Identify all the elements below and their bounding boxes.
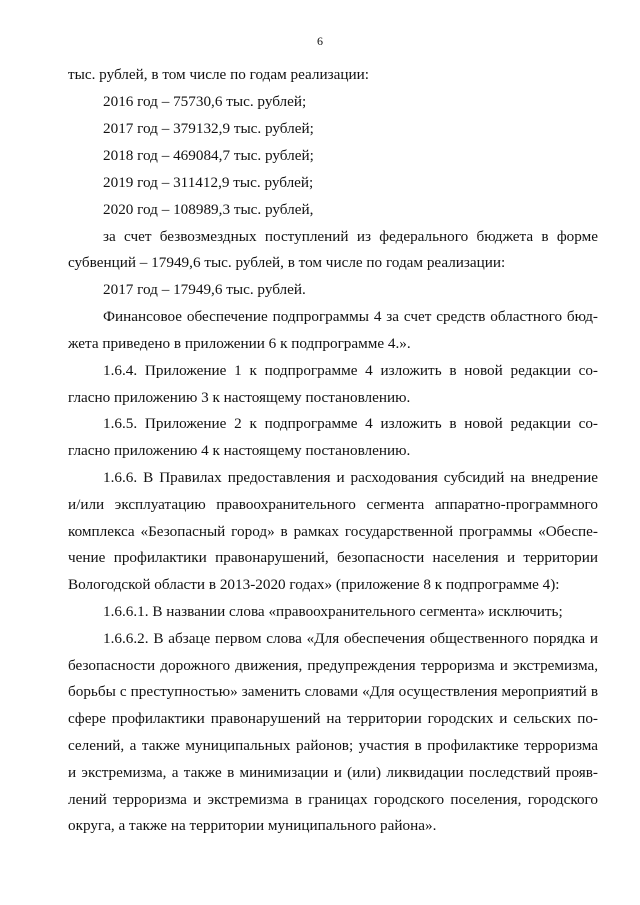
text-line: гласно приложению 4 к настоящему постановлению. xyxy=(68,442,411,459)
text-line: чение профилактики правонарушений, безопасности населения и территории xyxy=(68,549,598,566)
text-line: 2019 год – 311412,9 тыс. рублей; xyxy=(103,174,314,191)
text-line: Финансовое обеспечение подпрограммы 4 за счет средств областного бюд- xyxy=(103,308,598,325)
text-line: 1.6.5. Приложение 2 к подпрограмме 4 изложить в новой редакции со- xyxy=(103,415,598,432)
text-line: за счет безвозмездных поступлений из федерального бюджета в форме xyxy=(103,228,598,245)
text-line: гласно приложению 3 к настоящему постановлению. xyxy=(68,389,411,406)
text-line: тыс. рублей, в том числе по годам реализации: xyxy=(68,66,369,83)
text-line: безопасности дорожного движения, предупреждения терроризма и экстремизма, xyxy=(68,657,598,674)
text-line: комплекса «Безопасный город» в рамках государственной программы «Обеспе- xyxy=(68,523,598,540)
text-line: и/или эксплуатацию правоохранительного сегмента аппаратно-программного xyxy=(68,496,598,513)
text-line: 2016 год – 75730,6 тыс. рублей; xyxy=(103,93,307,110)
text-line: субвенций – 17949,6 тыс. рублей, в том числе по годам реализации: xyxy=(68,254,506,271)
text-line: 2020 год – 108989,3 тыс. рублей, xyxy=(103,201,314,218)
text-line: жета приведено в приложении 6 к подпрограмме 4.». xyxy=(68,335,411,352)
text-line: борьбы с преступностью» заменить словами «Для осуществления мероприятий в xyxy=(68,683,598,700)
text-line: лений терроризма и экстремизма в границах городского поселения, городского xyxy=(68,791,598,808)
text-line: 2017 год – 379132,9 тыс. рублей; xyxy=(103,120,314,137)
text-line: Вологодской области в 2013-2020 годах» (приложение 8 к подпрограмме 4): xyxy=(68,576,560,593)
text-line: 2017 год – 17949,6 тыс. рублей. xyxy=(103,281,306,298)
text-line: 2018 год – 469084,7 тыс. рублей; xyxy=(103,147,314,164)
page-number: 6 xyxy=(317,34,323,48)
text-line: сфере профилактики правонарушений на территории городских и сельских по- xyxy=(68,710,598,727)
text-line: и экстремизма, а также в минимизации и (или) ликвидации последствий прояв- xyxy=(68,764,598,781)
text-line: 1.6.6. В Правилах предоставления и расходования субсидий на внедрение xyxy=(103,469,598,486)
text-line: 1.6.6.2. В абзаце первом слова «Для обеспечения общественного порядка и xyxy=(103,630,598,647)
text-line: 1.6.4. Приложение 1 к подпрограмме 4 изложить в новой редакции со- xyxy=(103,362,598,379)
text-line: округа, а также на территории муниципального района». xyxy=(68,817,437,834)
text-line: 1.6.6.1. В названии слова «правоохранительного сегмента» исключить; xyxy=(103,603,563,620)
text-line: селений, а также муниципальных районов; участия в профилактике терроризма xyxy=(68,737,598,754)
